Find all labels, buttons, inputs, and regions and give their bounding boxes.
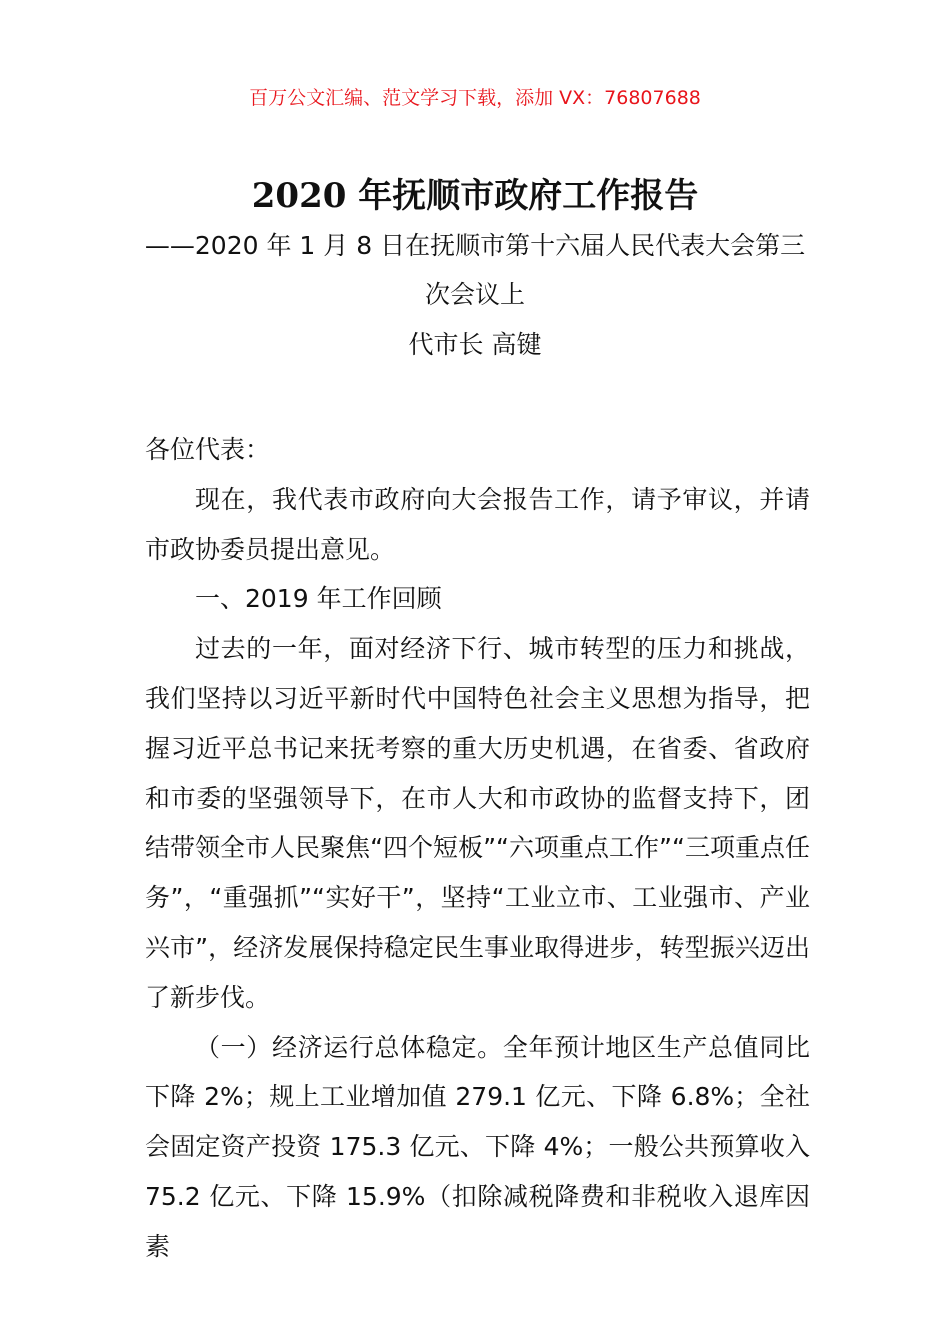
promo-banner: 百万公文汇编、范文学习下载，添加 VX：76807688 [249,87,701,109]
document-title: 2020 年抚顺市政府工作报告 [251,176,699,216]
speaker-line: 代市长 高键 [408,330,542,359]
salutation: 各位代表： [145,435,271,464]
section-heading-review: 一、2019 年工作回顾 [195,584,442,614]
document-body [145,425,810,1272]
subtitle-line-1: ——2020 年 1 月 8 日在抚顺市第十六届人民代表大会第三 [144,231,806,260]
intro-paragraph: 现在，我代表市政府向大会报告工作，请予审议，并请市政协委员提出意见。 [145,484,810,564]
review-paragraph: 过去的一年，面对经济下行、城市转型的压力和挑战，我们坚持以习近平新时代中国特色社会主义思想为指导，把握习近平总书记来抚考察的重大历史机遇，在省委、省政府和市委的坚强领导下，在市人大和市政协的监督支持下，团结带领全市人民聚焦“四个短板”“六项重点工作”“三项重点任务”，“重强抓”“实好干”，坚持“工业立市、工业强市、产业兴市”，经济发展保持稳定民生事业取得进步，转型振兴迈出了新步伐。 [145,634,810,1012]
subtitle-line-2: 次会议上 [424,280,525,309]
economy-paragraph: （一）经济运行总体稳定。全年预计地区生产总值同比下降 2%；规上工业增加值 279.1 亿元、下降 6.8%；全社会固定资产投资 175.3 亿元、下降 4%；一般公共预算收入 75.2 亿元、下降 15.9%（扣除减税降费和非税收入退库因素 [145,1032,810,1261]
